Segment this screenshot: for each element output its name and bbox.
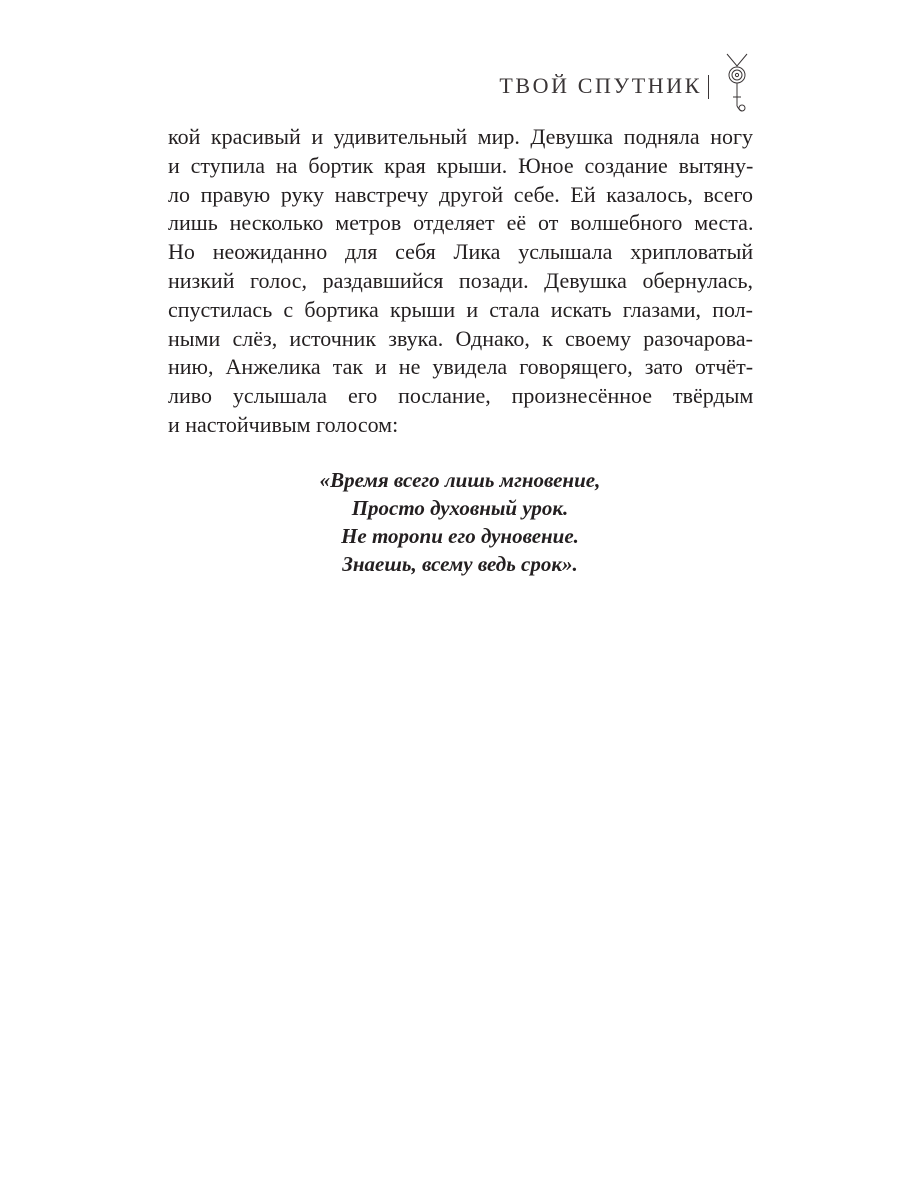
verse-line: «Время всего лишь мгновение, — [319, 468, 601, 492]
body-paragraph — [168, 123, 753, 440]
verse-block — [300, 466, 620, 578]
paragraph-line: спустилась с бортика крыши и стала искать глазами, пол- — [168, 296, 753, 322]
paragraph-line: ливо услышала его послание, произнесённое твёрдым — [168, 383, 754, 409]
paragraph-line: ло правую руку навстречу другой себе. Ей казалось, всего — [168, 181, 753, 207]
paragraph-line: и настойчивым голосом: — [168, 411, 399, 437]
verse-line: Просто духовный урок. — [351, 496, 569, 520]
verse-line: Не торопи его дуновение. — [341, 524, 579, 548]
paragraph-line: Но неожиданно для себя Лика услышала хрипловатый — [168, 239, 754, 265]
paragraph-line: ными слёз, источник звука. Однако, к своему разочарова- — [168, 325, 753, 351]
pendant-ornament-icon — [720, 52, 754, 118]
header-separator — [708, 75, 709, 99]
paragraph-line: нию, Анжелика так и не увидела говорящего, зато отчёт- — [168, 354, 754, 380]
running-head: ТВОЙ СПУТНИК — [499, 73, 702, 98]
paragraph-line: и ступила на бортик края крыши. Юное создание вытяну- — [168, 152, 754, 178]
paragraph-line: кой красивый и удивительный мир. Девушка подняла ногу — [168, 124, 753, 149]
paragraph-line: лишь несколько метров отделяет её от волшебного места. — [168, 210, 754, 236]
paragraph-line: низкий голос, раздавшийся позади. Девушка обернулась, — [168, 267, 753, 293]
verse-line: Знаешь, всему ведь срок». — [342, 552, 578, 576]
